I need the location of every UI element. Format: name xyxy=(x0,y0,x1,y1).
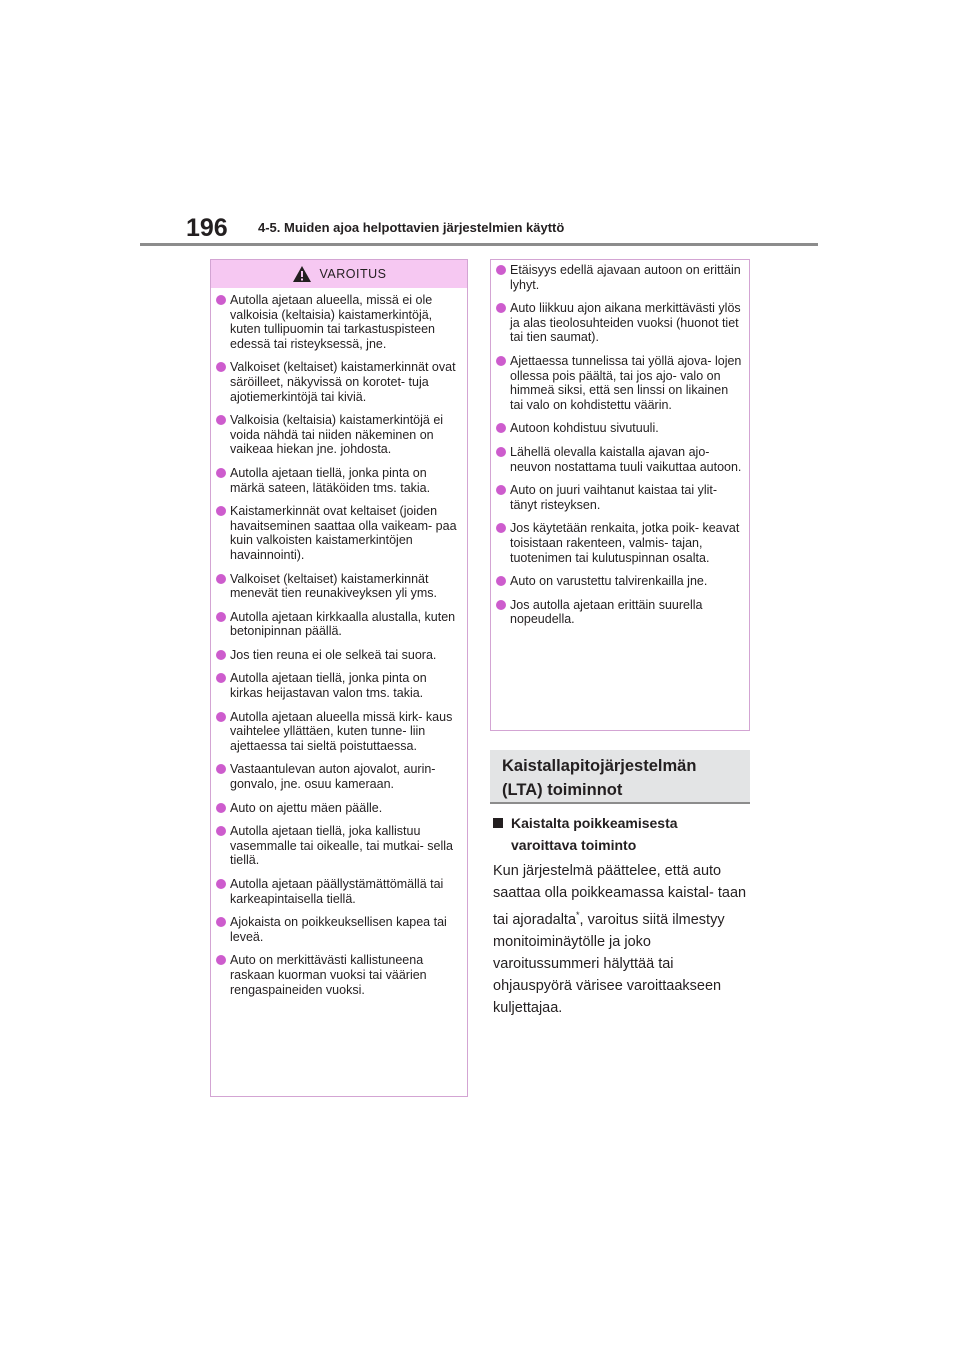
bullet-icon xyxy=(216,879,226,889)
bullet-icon xyxy=(216,650,226,660)
chapter-title: 4-5. Muiden ajoa helpottavien järjestelmien käyttö xyxy=(258,220,565,235)
bullet-icon xyxy=(216,415,226,425)
warning-triangle-icon xyxy=(292,265,312,283)
bullet-icon xyxy=(216,468,226,478)
square-bullet-icon xyxy=(493,818,503,828)
warning-item: Autolla ajetaan kirkkaalla alustalla, kuten betonipinnan päällä. xyxy=(216,610,461,639)
warning-item: Kaistamerkinnät ovat keltaiset (joiden havaitseminen saattaa olla vaikeam- paa kuin valkoisten kaistamerkintöjen havainnointi). xyxy=(216,504,461,562)
warning-item: Jos tien reuna ei ole selkeä tai suora. xyxy=(216,648,461,663)
bullet-icon xyxy=(216,612,226,622)
bullet-icon xyxy=(496,576,506,586)
warning-item: Autolla ajetaan päällystämättömällä tai karkeapintaisella tiellä. xyxy=(216,877,461,906)
warning-item: Auto on juuri vaihtanut kaistaa tai ylit- tänyt risteyksen. xyxy=(496,483,743,512)
bullet-icon xyxy=(496,600,506,610)
bullet-icon xyxy=(216,673,226,683)
bullet-icon xyxy=(216,712,226,722)
bullet-icon xyxy=(216,917,226,927)
warning-item: Autolla ajetaan tiellä, jonka pinta on märkä sateen, lätäköiden tms. takia. xyxy=(216,466,461,495)
bullet-icon xyxy=(216,295,226,305)
bullet-icon xyxy=(216,803,226,813)
footnote-mark: * xyxy=(576,910,580,920)
warning-item: Autolla ajetaan alueella missä kirk- kaus vaihtelee yllättäen, kuten tunne- liin ajettaessa tai sieltä poistuttaessa. xyxy=(216,710,461,754)
page-number: 196 xyxy=(186,214,228,242)
warning-item: Lähellä olevalla kaistalla ajavan ajo- neuvon nostattama tuuli vaikuttaa autoon. xyxy=(496,445,743,474)
warning-item: Auto on merkittävästi kallistuneena raskaan kuorman vuoksi tai väärien rengaspaineiden vuoksi. xyxy=(216,953,461,997)
warning-item: Jos käytetään renkaita, jotka poik- keavat toisistaan rakenteen, valmis- tajan, tuotenimen tai kulutuspinnan osalta. xyxy=(496,521,743,565)
warning-item: Ajettaessa tunnelissa tai yöllä ajova- lojen ollessa pois päältä, tai jos ajo- valo on himmeä siksi, että sen linssi on likainen tai valo on kohdistettu väärin. xyxy=(496,354,743,412)
bullet-icon xyxy=(496,356,506,366)
warning-item: Valkoiset (keltaiset) kaistamerkinnät ovat säröilleet, näkyvissä on korotet- tuja ajotiemerkintöjä tai kiviä. xyxy=(216,360,461,404)
warning-list xyxy=(211,288,467,997)
warning-item: Valkoiset (keltaiset) kaistamerkinnät menevät tien reunakiveyksen yli yms. xyxy=(216,572,461,601)
bullet-icon xyxy=(216,506,226,516)
bullet-icon xyxy=(216,955,226,965)
warning-item: Ajokaista on poikkeuksellisen kapea tai leveä. xyxy=(216,915,461,944)
warning-list-continued xyxy=(491,260,749,627)
warning-item: Autolla ajetaan alueella, missä ei ole valkoisia (keltaisia) kaistamerkintöjä, kuten tullipuomin tai tarkastuspisteen edessä tai risteyksessä, jne. xyxy=(216,293,461,351)
bullet-icon xyxy=(496,303,506,313)
bullet-icon xyxy=(496,423,506,433)
warning-item: Auto on varustettu talvirenkailla jne. xyxy=(496,574,743,589)
warning-header xyxy=(211,260,467,288)
subsection-title: Kaistalta poikkeamisesta varoittava toiminto xyxy=(493,812,753,856)
warning-title: VAROITUS xyxy=(319,267,387,281)
section-title: Kaistallapitojärjestelmän (LTA) toiminnot xyxy=(490,750,750,804)
warning-item: Autolla ajetaan tiellä, joka kallistuu vasemmalle tai oikealle, tai mutkai- sella tiellä. xyxy=(216,824,461,868)
bullet-icon xyxy=(216,362,226,372)
bullet-icon xyxy=(216,826,226,836)
bullet-icon xyxy=(496,447,506,457)
warning-item: Jos autolla ajetaan erittäin suurella nopeudella. xyxy=(496,598,743,627)
bullet-icon xyxy=(216,574,226,584)
bullet-icon xyxy=(496,485,506,495)
warning-item: Valkoisia (keltaisia) kaistamerkintöjä ei voida nähdä tai niiden näkeminen on vaikeaa hiekan jne. johdosta. xyxy=(216,413,461,457)
header-rule xyxy=(140,243,818,246)
warning-item: Autoon kohdistuu sivutuuli. xyxy=(496,421,743,436)
bullet-icon xyxy=(216,764,226,774)
warning-item: Auto on ajettu mäen päälle. xyxy=(216,801,461,816)
body-paragraph: Kun järjestelmä päättelee, että auto saattaa olla poikkeamassa kaistal- taan tai ajoradalta*, varoitus siitä ilmestyy monitoiminäytölle ja joko varoitussummeri hälyttää tai ohjauspyörä värisee varoittaakseen kuljettajaa. xyxy=(493,863,747,1016)
bullet-icon xyxy=(496,523,506,533)
bullet-icon xyxy=(496,265,506,275)
warning-box xyxy=(210,259,468,1097)
warning-box-continued xyxy=(490,259,750,731)
warning-item: Autolla ajetaan tiellä, jonka pinta on kirkas heijastavan valon tms. takia. xyxy=(216,671,461,700)
warning-item: Etäisyys edellä ajavaan autoon on erittäin lyhyt. xyxy=(496,263,743,292)
warning-item: Auto liikkuu ajon aikana merkittävästi ylös ja alas tieolosuhteiden vuoksi (huonot tiet tai tien saumat). xyxy=(496,301,743,345)
warning-item: Vastaantulevan auton ajovalot, aurin- gonvalo, jne. osuu kameraan. xyxy=(216,762,461,791)
